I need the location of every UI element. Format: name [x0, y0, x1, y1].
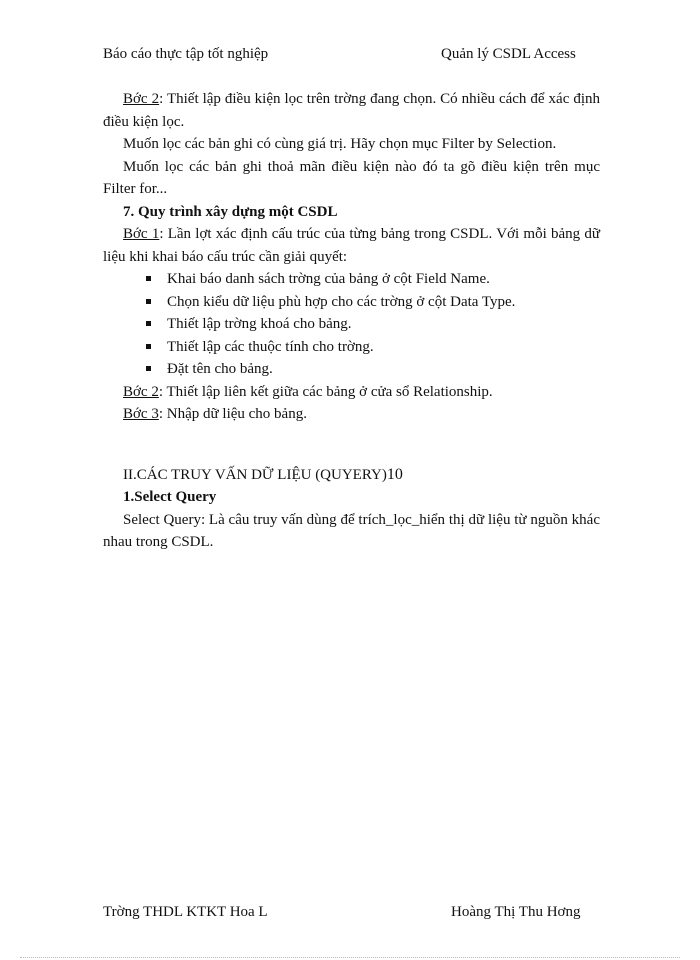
- bullet-square-icon: [146, 299, 151, 304]
- step-label: Bớc 1: [123, 226, 160, 242]
- list-item: [146, 358, 600, 381]
- list-item: [146, 268, 600, 291]
- heading-build-database: 7. Quy trình xây dựng một CSDL: [123, 203, 338, 220]
- list-item-text: Thiết lập trờng khoá cho bảng.: [167, 316, 352, 332]
- page-bottom-divider: [20, 957, 680, 958]
- list-item: [146, 313, 600, 336]
- bullet-square-icon: [146, 366, 151, 371]
- paragraph-text: : Thiết lập liên kết giữa các bảng ở cửa sổ Relationship.: [158, 383, 493, 400]
- paragraph-text: : Nhập dữ liệu cho bảng.: [158, 406, 307, 422]
- list-item: [146, 291, 600, 314]
- list-item-text: Khai báo danh sách trờng của bảng ở cột Field Name.: [167, 271, 490, 287]
- paragraph-filter-selection: Muốn lọc các bản ghi có cùng giá trị. Hãy chọn mục Filter by Selection.: [123, 136, 557, 152]
- list-item-text: Chọn kiểu dữ liệu phù hợp cho các trờng ở cột Data Type.: [167, 293, 516, 310]
- section-number: 10: [386, 465, 403, 483]
- bullet-square-icon: [146, 321, 151, 326]
- header-left: Báo cáo thực tập tốt nghiệp: [103, 46, 269, 62]
- footer-left: Trờng THDL KTKT Hoa L: [103, 904, 268, 920]
- list-item-text: Thiết lập các thuộc tính cho trờng.: [167, 338, 374, 355]
- section-title-queries: [103, 464, 600, 487]
- bullet-square-icon: [146, 276, 151, 281]
- page-content: [103, 88, 600, 554]
- paragraph-step3-data: [103, 403, 600, 426]
- header-right: Quản lý CSDL Access: [441, 46, 576, 62]
- step-label: Bớc 2: [123, 91, 160, 107]
- paragraph-text: : Thiết lập điều kiện lọc trên trờng đang chọn. Có nhiều cách để xác định điều kiện lọc.: [103, 91, 600, 130]
- paragraph-text: : Lần lợt xác định cấu trúc của từng bảng trong CSDL. Với mỗi bảng dữ liệu khi khai báo cấu trúc cần giải quyết:: [103, 226, 600, 265]
- list-item-text: Đặt tên cho bảng.: [167, 361, 273, 377]
- step-label: Bớc 2: [123, 383, 159, 400]
- list-item: [146, 336, 600, 359]
- bullet-list: [103, 268, 600, 381]
- section-title-text: II.CÁC TRUY VẤN DỮ LIỆU (QUYERY): [123, 466, 387, 483]
- paragraph-step2-relationship: [103, 381, 600, 404]
- footer-right: Hoàng Thị Thu Hơng: [451, 904, 581, 920]
- paragraph-select-query: Select Query: Là câu truy vấn dùng để trích_lọc_hiển thị dữ liệu từ nguồn khác nhau trong CSDL.: [103, 511, 600, 550]
- bullet-square-icon: [146, 344, 151, 349]
- paragraph-step1-structure: [103, 223, 600, 268]
- heading-select-query: 1.Select Query: [123, 489, 217, 505]
- paragraph-filter-for: Muốn lọc các bản ghi thoả mãn điều kiện nào đó ta gõ điều kiện trên mục Filter for...: [103, 158, 600, 197]
- step-label: Bớc 3: [123, 406, 159, 422]
- paragraph-step2-filter: [103, 88, 600, 133]
